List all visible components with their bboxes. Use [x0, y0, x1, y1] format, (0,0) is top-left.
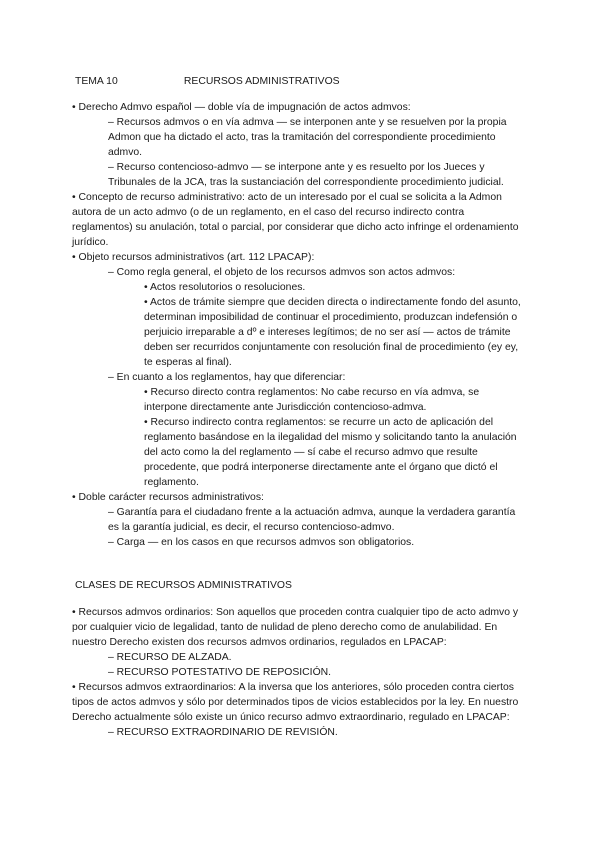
bullet-paragraph: • Objeto recursos administrativos (art. 112 LPACAP): [72, 250, 522, 265]
sub-item: – Carga — en los casos en que recursos admvos son obligatorios. [108, 537, 415, 548]
sub-item: – RECURSO POTESTATIVO DE REPOSICIÓN. [108, 667, 332, 678]
document-header [75, 74, 340, 89]
nested-bullet: • Actos de trámite siempre que deciden directa o indirectamente fondo del asunto, determinan imposibilidad de continuar el procedimiento, produzcan indefensión o perjuicio irreparable a dº e intereses legítimos; de no ser así — actos de trámite deben ser recurridos conjuntamente con resolución final de procedimiento (ey ey, te esperas al final). [72, 295, 522, 370]
sub-item: – Garantía para el ciudadano frente a la actuación admva, aunque la verdadera garantía es la garantía judicial, es decir, el recurso contencioso-admvo. [108, 507, 516, 533]
section-title: CLASES DE RECURSOS ADMINISTRATIVOS [75, 580, 292, 591]
bullet-paragraph: • Derecho Admvo español — doble vía de impugnación de actos admvos: [72, 100, 522, 115]
sub-item: – Recurso contencioso-admvo — se interpone ante y es resuelto por los Jueces y Tribunales de la JCA, tras la sustanciación del correspondiente procedimiento judicial. [108, 162, 504, 188]
bullet-paragraph: • Recursos admvos ordinarios: Son aquellos que proceden contra cualquier tipo de acto admvo y por cualquier vicio de legalidad, tanto de nulidad de pleno derecho como de anulabilidad. En nuestro Derecho existen dos recursos admvos ordinarios, regulados en LPACAP: [72, 605, 522, 650]
bullet-paragraph: • Recursos admvos extraordinarios: A la inversa que los anteriores, sólo proceden contra ciertos tipos de actos admvos y sólo por determinados tipos de vicios establecidos por la ley. En nuestro Derecho actualmente sólo existe un único recurso admvo extraordinario, regulado en LPACAP: [72, 680, 522, 725]
bullet-paragraph: • Doble carácter recursos administrativos: [72, 490, 522, 505]
topic-number: TEMA 10 [75, 76, 118, 87]
sub-item: – En cuanto a los reglamentos, hay que diferenciar: [108, 372, 346, 383]
sub-item: – RECURSO EXTRAORDINARIO DE REVISIÓN. [108, 727, 338, 738]
nested-bullet: • Recurso directo contra reglamentos: No cabe recurso en vía admva, se interpone directamente ante Jurisdicción contencioso-admva. [72, 385, 522, 415]
page-title: RECURSOS ADMINISTRATIVOS [183, 76, 340, 87]
sub-item: – RECURSO DE ALZADA. [108, 652, 232, 663]
document-body [72, 100, 522, 740]
nested-bullet: • Recurso indirecto contra reglamentos: se recurre un acto de aplicación del reglamento basándose en la ilegalidad del mismo y solicitando tanto la anulación del acto como la del reglamento — sí cabe el recurso admvo que resulte procedente, que podrá interponerse directamente ante el órgano que dictó el reglamento. [72, 415, 522, 490]
sub-item: – Recursos admvos o en vía admva — se interponen ante y se resuelven por la propia Admon que ha dictado el acto, tras la tramitación del correspondiente procedimiento admvo. [108, 117, 507, 158]
sub-item: – Como regla general, el objeto de los recursos admvos son actos admvos: [108, 267, 456, 278]
nested-bullet: • Actos resolutorios o resoluciones. [72, 280, 522, 295]
bullet-paragraph: • Concepto de recurso administrativo: acto de un interesado por el cual se solicita a la Admon autora de un acto admvo (o de un reglamento, en el caso del recurso indirecto contra reglamentos) su anulación, total o parcial, por considerar que dicho acto infringe el ordenamiento jurídico. [72, 190, 522, 250]
section-spacer [72, 550, 522, 578]
